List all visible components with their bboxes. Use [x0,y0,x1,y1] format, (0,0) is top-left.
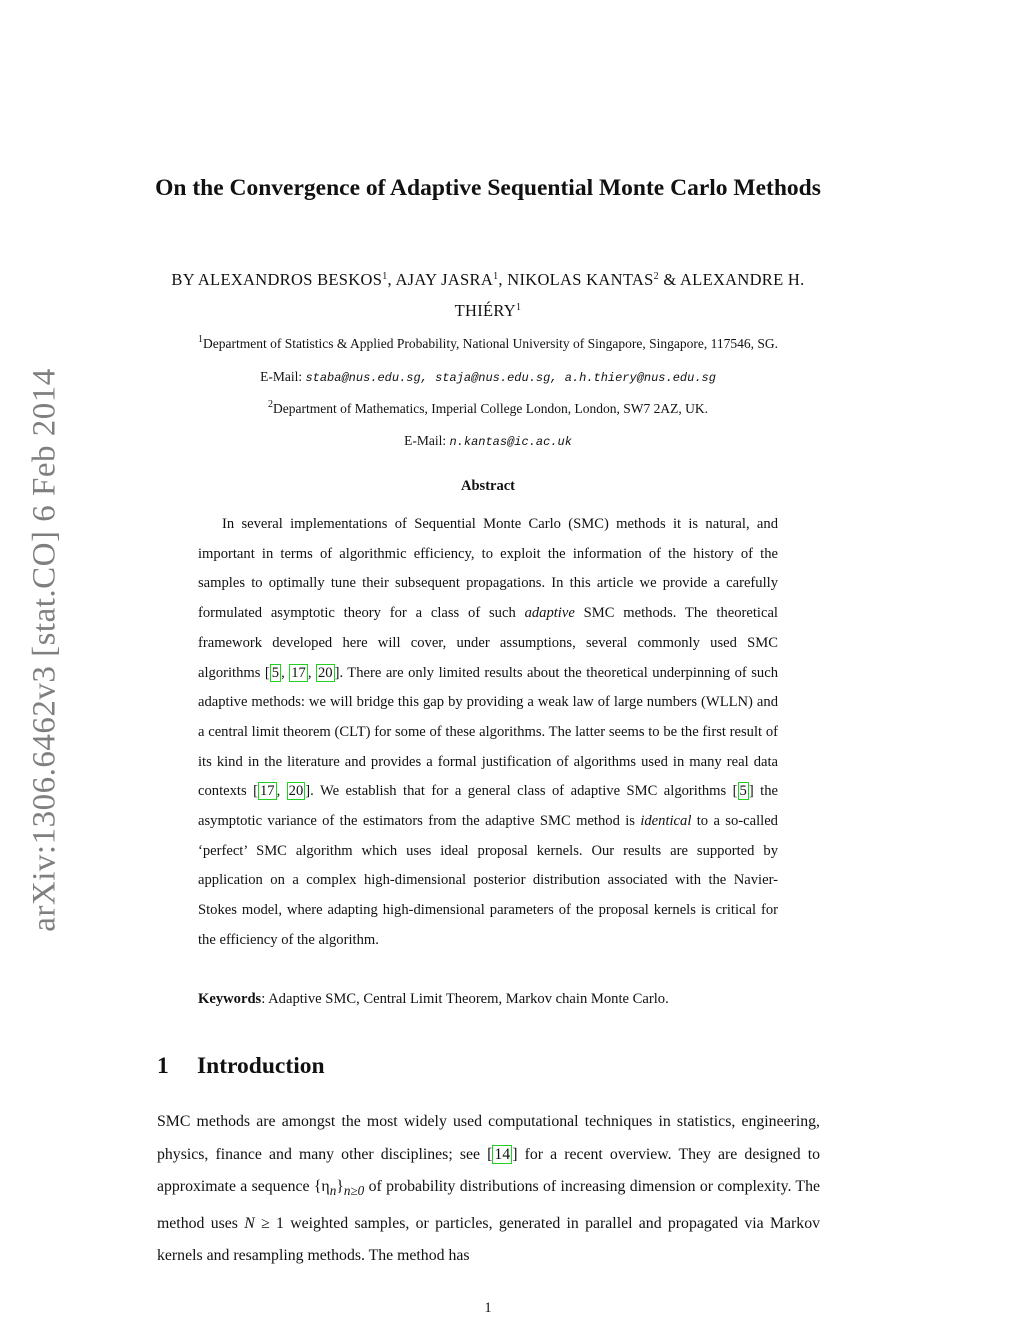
affiliation-1 [130,335,846,353]
affiliation-marker: 1 [198,334,204,345]
abstract-heading: Abstract [461,478,515,494]
abstract-emphasis: identical [640,813,692,830]
section-title: Introduction [197,1053,325,1079]
email-line-2 [130,432,846,451]
author-separator: , [498,270,508,289]
email-line-1 [130,368,846,387]
author-separator: & [658,270,680,289]
author-name: NIKOLAS KANTAS [507,270,654,289]
author-name: ALEXANDRE H. THIÉRY [454,270,805,320]
abstract-text: the asymptotic variance of the estimators from the adaptive SMC method is [198,783,779,830]
citation-link[interactable]: 20 [317,664,333,681]
author-name: BY ALEXANDROS BESKOS [171,270,383,289]
author-affiliation-marker: 2 [653,271,659,282]
math-variable: N [244,1214,255,1232]
author-name: AJAY JASRA [395,270,494,289]
citation-link[interactable]: 14 [494,1145,511,1163]
abstract-text: to a so-called ‘perfect’ SMC algorithm which uses ideal proposal kernels. Our results are supported by application on a complex high-dimensional posterior distribution associated with the Navier-Stokes model, where adapting high-dimensional parameters of the proposal kernels is critical for the efficiency of the algorithm. [198,813,778,948]
affiliation-text: Department of Mathematics, Imperial College London, London, SW7 2AZ, UK. [273,401,708,416]
citation-link[interactable]: 5 [739,783,747,800]
email-addresses[interactable]: n.kantas@ic.ac.uk [449,435,572,449]
page-number: 1 [484,1300,492,1316]
email-label: E-Mail: [260,369,303,384]
intro-text: of probability distributions of increasing dimension or complexity. The method uses [157,1178,820,1232]
abstract-emphasis: adaptive [524,605,575,622]
citation-link[interactable]: 17 [291,664,306,681]
intro-text: SMC methods are amongst the most widely used computational techniques in statistics, engineering, physics, finance and many other disciplines; see [157,1113,820,1163]
author-affiliation-marker: 1 [516,302,522,313]
author-list [150,264,826,326]
affiliation-marker: 2 [268,399,274,410]
abstract-text: . We establish that for a general class of adaptive SMC algorithms [310,783,727,800]
math-subscript: n≥0 [343,1183,365,1199]
abstract-text: In several implementations of Sequential Monte Carlo (SMC) methods it is natural, and important in terms of algorithmic efficiency, to exploit the information of the history of the samples to optimally tune their subsequent propagations. In this article we provide a carefully formulated asymptotic theory for a class of such [198,516,778,622]
abstract-text: SMC methods. The theoretical framework developed here will cover, under assumptions, several commonly used SMC algorithms [198,605,778,681]
intro-text: ≥ 1 weighted samples, or particles, generated in parallel and propagated via Markov kernels and resampling methods. The method has [157,1214,820,1265]
keywords-text: : Adaptive SMC, Central Limit Theorem, Markov chain Monte Carlo. [261,991,669,1007]
paper-title: On the Convergence of Adaptive Sequential Monte Carlo Methods [155,175,821,201]
email-label: E-Mail: [404,433,447,448]
intro-text: for a recent overview. They are designed to approximate a sequence {η [157,1145,820,1195]
citation-link[interactable]: 20 [288,783,304,800]
author-affiliation-marker: 1 [493,271,499,282]
abstract-body: In several implementations of Sequential Monte Carlo (SMC) methods it is natural, and important in terms of algorithmic efficiency, to exploit the information of the history of the samples to optimally tune their subsequent propagations. In this article we provide a carefully formulated asymptotic theory for a class of such adaptive SMC methods. The theoretical framework developed here will cover, under assumptions, several commonly used SMC algorithms [ 5 , 17 , 20 ]. There are only limited results about the theoretical underpinning of such adaptive methods: we will bridge this gap by providing a weak law of large numbers (WLLN) and a central limit theorem (CLT) for some of these algorithms. The latter seems to be the first result of its kind in the literature and provides a formal justification of algorithms used in many real data contexts [ 17 , 20 ]. We establish that for a general class of adaptive SMC algorithms [ 5 ] the asymptotic variance of the estimators from the adaptive SMC method is identical to a so-called ‘perfect’ SMC algorithm which uses ideal proposal kernels. Our results are supported by application on a complex high-dimensional posterior distribution associated with the Navier-Stokes model, where adapting high-dimensional parameters of the proposal kernels is critical for the efficiency of the algorithm. [198,516,779,948]
email-addresses[interactable]: staba@nus.edu.sg, staja@nus.edu.sg, a.h.thiery@nus.edu.sg [305,371,716,385]
author-separator: , [387,270,396,289]
keywords-label: Keywords [198,991,262,1007]
citation-link[interactable]: 17 [259,783,275,800]
affiliation-2 [130,400,846,418]
abstract-text: . There are only limited results about the theoretical underpinning of such adaptive methods: we will bridge this gap by providing a weak law of large numbers (WLLN) and a central limit theorem (CLT) for some of these algorithms. The latter seems to be the first result of its kind in the literature and provides a formal justification of algorithms used in many real data contexts [198,664,779,800]
intro-text: } [336,1178,344,1195]
author-affiliation-marker: 1 [382,271,388,282]
affiliation-text: Department of Statistics & Applied Probability, National University of Singapore, Singapore, 117546, SG. [203,336,778,351]
intro-paragraph: SMC methods are amongst the most widely used computational techniques in statistics, engineering, physics, finance and many other disciplines; see [ 14 ] for a recent overview. They are designed to approximate a sequence $\{\eta_n\}_{n\ge 0}$ of probability distributions of increasing dimension or complexity. The method uses N ≥ 1 weighted samples, or particles, generated in parallel and propagated via Markov kernels and resampling methods. The method has [157,1113,820,1265]
keywords [198,988,778,1010]
math-subscript: n [329,1183,337,1199]
section-number: 1 [157,1053,169,1079]
section-heading [157,1053,325,1080]
citation-link[interactable]: 5 [271,664,280,681]
arxiv-identifier: arXiv:1306.6462v3 [stat.CO] 6 Feb 2014 [26,368,63,932]
